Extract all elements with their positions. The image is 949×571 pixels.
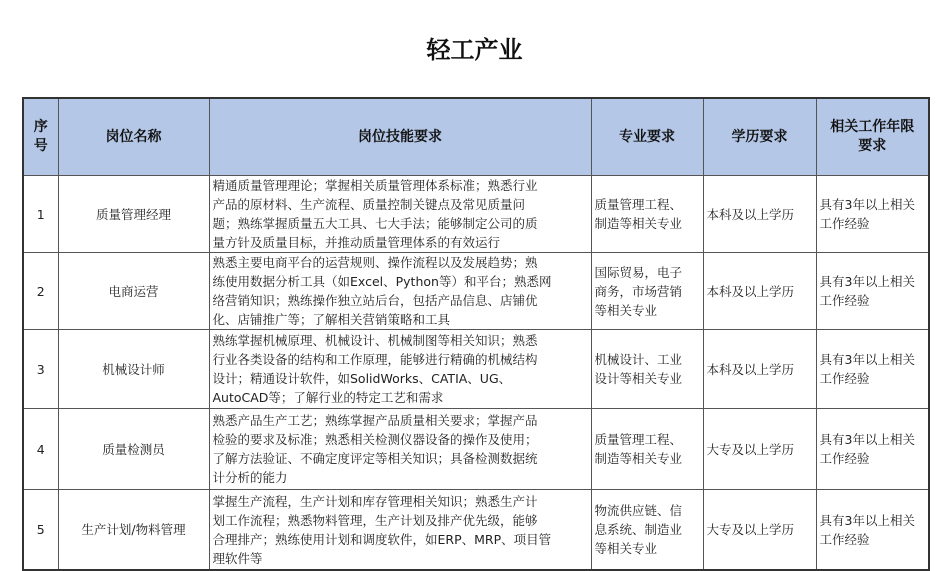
skill-requirements-line: 熟悉主要电商平台的运营规则、操作流程以及发展趋势；熟 xyxy=(212,255,538,270)
skill-requirements-line: 络营销知识；熟练操作独立站后台，包括产品信息、店铺优 xyxy=(212,293,538,308)
row-number: 3 xyxy=(23,330,58,409)
major-requirements xyxy=(591,409,703,490)
table-row xyxy=(23,409,929,490)
experience-requirement-line: 工作经验 xyxy=(819,451,870,466)
row-number: 2 xyxy=(23,253,58,330)
header-education: 学历要求 xyxy=(703,98,816,176)
education-requirement: 大专及以上学历 xyxy=(703,490,816,571)
skill-requirements-line: 设计；精通设计软件，如SolidWorks、CATIA、UG、 xyxy=(212,371,512,386)
position-name: 生产计划/物料管理 xyxy=(58,490,209,571)
skill-requirements-line: 熟练掌握机械原理、机械设计、机械制图等相关知识；熟悉 xyxy=(212,333,538,348)
skill-requirements-line: 练使用数据分析工具（如Excel、Python等）和平台；熟悉网 xyxy=(212,274,552,289)
experience-requirement-line: 具有3年以上相关 xyxy=(819,352,915,367)
major-requirements-line: 质量管理工程、 xyxy=(594,432,683,447)
header-experience-line: 要求 xyxy=(858,138,887,154)
experience-requirement-line: 具有3年以上相关 xyxy=(819,197,915,212)
position-name: 质量检测员 xyxy=(58,409,209,490)
table-header-row xyxy=(23,98,929,176)
skill-requirements-line: 检验的要求及标准；熟悉相关检测仪器设备的操作及使用； xyxy=(212,432,538,447)
experience-requirement xyxy=(816,490,929,571)
skill-requirements-line: 熟悉产品生产工艺；熟练掌握产品质量相关要求；掌握产品 xyxy=(212,413,538,428)
position-name: 机械设计师 xyxy=(58,330,209,409)
row-number: 4 xyxy=(23,409,58,490)
job-requirements-table xyxy=(22,97,930,571)
skill-requirements xyxy=(209,490,591,571)
experience-requirement-line: 工作经验 xyxy=(819,216,870,231)
major-requirements xyxy=(591,176,703,253)
header-experience-line: 相关工作年限 xyxy=(830,119,915,135)
major-requirements-line: 设计等相关专业 xyxy=(594,371,683,386)
skill-requirements xyxy=(209,253,591,330)
page-title: 轻工产业 xyxy=(426,36,523,64)
major-requirements-line: 等相关专业 xyxy=(594,541,658,556)
header-position: 岗位名称 xyxy=(58,98,209,176)
skill-requirements-line: 精通质量管理理论；掌握相关质量管理体系标准；熟悉行业 xyxy=(212,178,538,193)
skill-requirements-line: 理软件等 xyxy=(212,550,263,566)
major-requirements-line: 国际贸易，电子 xyxy=(594,264,683,280)
table-row xyxy=(23,253,929,330)
major-requirements-line: 息系统、制造业 xyxy=(594,522,683,537)
major-requirements-line: 制造等相关专业 xyxy=(594,451,683,466)
row-number: 5 xyxy=(23,490,58,571)
table-row xyxy=(23,330,929,409)
education-requirement: 大专及以上学历 xyxy=(703,409,816,490)
position-name: 电商运营 xyxy=(58,253,209,330)
experience-requirement-line: 具有3年以上相关 xyxy=(819,512,915,528)
skill-requirements-line: 行业各类设备的结构和工作原理，能够进行精确的机械结构 xyxy=(212,352,538,367)
major-requirements-line: 等相关专业 xyxy=(594,302,658,318)
skill-requirements-line: 掌握生产流程，生产计划和库存管理相关知识；熟悉生产计 xyxy=(212,493,538,509)
major-requirements xyxy=(591,490,703,571)
skill-requirements-line: AutoCAD等；了解行业的特定工艺和需求 xyxy=(212,390,444,405)
experience-requirement xyxy=(816,330,929,409)
header-major: 专业要求 xyxy=(591,98,703,176)
major-requirements-line: 机械设计、工业 xyxy=(594,352,683,367)
experience-requirement-line: 工作经验 xyxy=(819,293,870,308)
education-requirement: 本科及以上学历 xyxy=(703,330,816,409)
experience-requirement xyxy=(816,253,929,330)
skill-requirements-line: 划工作流程；熟悉物料管理，生产计划及排产优先级，能够 xyxy=(212,512,538,528)
major-requirements-line: 质量管理工程、 xyxy=(594,197,683,212)
skill-requirements xyxy=(209,409,591,490)
table-row xyxy=(23,490,929,571)
skill-requirements-line: 题；熟练掌握质量五大工具、七大手法；能够制定公司的质 xyxy=(212,216,538,231)
major-requirements-line: 商务，市场营销 xyxy=(594,283,683,299)
experience-requirement xyxy=(816,409,929,490)
header-experience xyxy=(816,98,929,176)
experience-requirement-line: 工作经验 xyxy=(819,531,870,547)
experience-requirement-line: 具有3年以上相关 xyxy=(819,274,915,289)
skill-requirements-line: 计分析的能力 xyxy=(212,470,288,485)
major-requirements xyxy=(591,253,703,330)
table-row xyxy=(23,176,929,253)
skill-requirements-line: 了解方法验证、不确定度评定等相关知识；具备检测数据统 xyxy=(212,451,538,466)
skill-requirements-line: 合理排产；熟练使用计划和调度软件，如ERP、MRP、项目管 xyxy=(212,531,552,547)
row-number: 1 xyxy=(23,176,58,253)
experience-requirement-line: 具有3年以上相关 xyxy=(819,432,915,447)
skill-requirements-line: 产品的原材料、生产流程、质量控制关键点及常见质量问 xyxy=(212,197,526,212)
skill-requirements xyxy=(209,176,591,253)
education-requirement: 本科及以上学历 xyxy=(703,176,816,253)
header-skills: 岗位技能要求 xyxy=(209,98,591,176)
major-requirements-line: 制造等相关专业 xyxy=(594,216,683,231)
skill-requirements xyxy=(209,330,591,409)
skill-requirements-line: 化、店铺推广等；了解相关营销策略和工具 xyxy=(212,312,451,327)
header-no: 序号 xyxy=(23,98,58,176)
skill-requirements-line: 量方针及质量目标，并推动质量管理体系的有效运行 xyxy=(212,235,501,250)
experience-requirement-line: 工作经验 xyxy=(819,371,870,386)
major-requirements xyxy=(591,330,703,409)
education-requirement: 本科及以上学历 xyxy=(703,253,816,330)
major-requirements-line: 物流供应链、信 xyxy=(594,503,683,518)
experience-requirement xyxy=(816,176,929,253)
position-name: 质量管理经理 xyxy=(58,176,209,253)
